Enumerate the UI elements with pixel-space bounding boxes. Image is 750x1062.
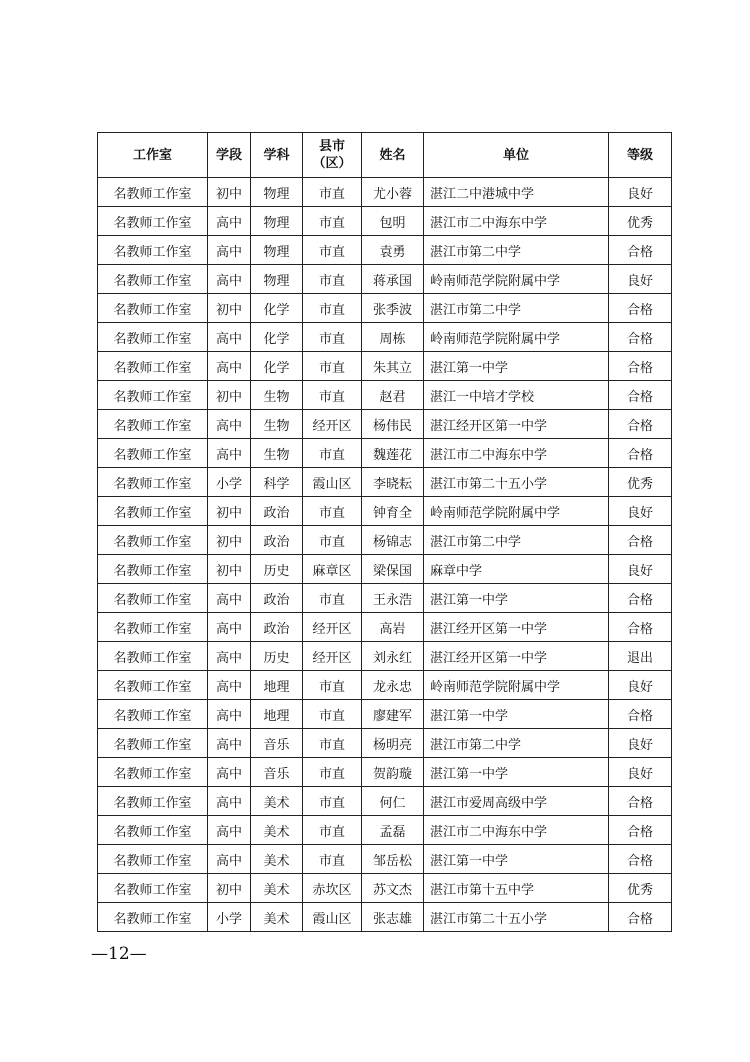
cell-studio: 名教师工作室 xyxy=(98,207,208,236)
header-grade: 等级 xyxy=(609,133,672,178)
cell-studio: 名教师工作室 xyxy=(98,410,208,439)
cell-unit: 湛江市第二中学 xyxy=(424,236,609,265)
cell-stage: 高中 xyxy=(208,352,251,381)
cell-grade: 优秀 xyxy=(609,874,672,903)
cell-stage: 小学 xyxy=(208,903,251,932)
cell-subject: 美术 xyxy=(251,845,303,874)
cell-unit: 湛江市第二中学 xyxy=(424,294,609,323)
cell-name: 周栋 xyxy=(362,323,424,352)
cell-studio: 名教师工作室 xyxy=(98,903,208,932)
cell-subject: 政治 xyxy=(251,584,303,613)
table-row xyxy=(98,497,672,526)
cell-grade: 退出 xyxy=(609,642,672,671)
cell-subject: 历史 xyxy=(251,555,303,584)
cell-unit: 湛江二中港城中学 xyxy=(424,178,609,207)
cell-unit: 湛江市第二十五小学 xyxy=(424,468,609,497)
cell-studio: 名教师工作室 xyxy=(98,555,208,584)
cell-grade: 合格 xyxy=(609,700,672,729)
cell-subject: 生物 xyxy=(251,410,303,439)
cell-unit: 湛江第一中学 xyxy=(424,758,609,787)
cell-unit: 麻章中学 xyxy=(424,555,609,584)
cell-stage: 高中 xyxy=(208,236,251,265)
cell-unit: 湛江第一中学 xyxy=(424,352,609,381)
cell-grade: 合格 xyxy=(609,787,672,816)
cell-name: 朱其立 xyxy=(362,352,424,381)
cell-unit: 湛江第一中学 xyxy=(424,700,609,729)
cell-district: 市直 xyxy=(303,671,362,700)
cell-district: 赤坎区 xyxy=(303,874,362,903)
header-name: 姓名 xyxy=(362,133,424,178)
cell-studio: 名教师工作室 xyxy=(98,874,208,903)
cell-district: 市直 xyxy=(303,845,362,874)
cell-district: 市直 xyxy=(303,526,362,555)
cell-stage: 高中 xyxy=(208,845,251,874)
cell-unit: 湛江第一中学 xyxy=(424,845,609,874)
cell-name: 蒋承国 xyxy=(362,265,424,294)
cell-subject: 政治 xyxy=(251,613,303,642)
table-row xyxy=(98,700,672,729)
table-row xyxy=(98,642,672,671)
cell-subject: 生物 xyxy=(251,381,303,410)
cell-grade: 良好 xyxy=(609,497,672,526)
cell-name: 龙永忠 xyxy=(362,671,424,700)
table-row xyxy=(98,323,672,352)
table-row xyxy=(98,816,672,845)
cell-grade: 优秀 xyxy=(609,468,672,497)
cell-studio: 名教师工作室 xyxy=(98,439,208,468)
cell-stage: 初中 xyxy=(208,381,251,410)
table-row xyxy=(98,555,672,584)
table-row xyxy=(98,526,672,555)
cell-name: 孟磊 xyxy=(362,816,424,845)
table-body xyxy=(98,178,672,932)
table-row xyxy=(98,265,672,294)
cell-district: 经开区 xyxy=(303,613,362,642)
cell-studio: 名教师工作室 xyxy=(98,845,208,874)
cell-name: 廖建军 xyxy=(362,700,424,729)
cell-studio: 名教师工作室 xyxy=(98,468,208,497)
cell-subject: 化学 xyxy=(251,294,303,323)
cell-studio: 名教师工作室 xyxy=(98,381,208,410)
cell-stage: 高中 xyxy=(208,642,251,671)
cell-stage: 高中 xyxy=(208,613,251,642)
cell-district: 经开区 xyxy=(303,642,362,671)
cell-name: 梁保国 xyxy=(362,555,424,584)
cell-name: 邹岳松 xyxy=(362,845,424,874)
table-row xyxy=(98,352,672,381)
cell-studio: 名教师工作室 xyxy=(98,700,208,729)
cell-stage: 高中 xyxy=(208,816,251,845)
cell-subject: 美术 xyxy=(251,787,303,816)
cell-district: 市直 xyxy=(303,787,362,816)
table-row xyxy=(98,671,672,700)
cell-stage: 初中 xyxy=(208,555,251,584)
cell-unit: 湛江市第二十五小学 xyxy=(424,903,609,932)
cell-stage: 高中 xyxy=(208,439,251,468)
cell-stage: 初中 xyxy=(208,874,251,903)
cell-subject: 科学 xyxy=(251,468,303,497)
cell-name: 包明 xyxy=(362,207,424,236)
page-number: —12— xyxy=(91,944,147,964)
cell-studio: 名教师工作室 xyxy=(98,642,208,671)
cell-grade: 合格 xyxy=(609,352,672,381)
cell-grade: 良好 xyxy=(609,555,672,584)
table-row xyxy=(98,410,672,439)
cell-grade: 良好 xyxy=(609,178,672,207)
cell-grade: 良好 xyxy=(609,265,672,294)
cell-name: 张志雄 xyxy=(362,903,424,932)
table-row xyxy=(98,729,672,758)
table-row xyxy=(98,845,672,874)
cell-name: 王永浩 xyxy=(362,584,424,613)
cell-subject: 地理 xyxy=(251,671,303,700)
cell-studio: 名教师工作室 xyxy=(98,584,208,613)
cell-name: 高岩 xyxy=(362,613,424,642)
cell-name: 杨锦志 xyxy=(362,526,424,555)
cell-name: 魏莲花 xyxy=(362,439,424,468)
cell-subject: 美术 xyxy=(251,816,303,845)
cell-stage: 高中 xyxy=(208,700,251,729)
cell-studio: 名教师工作室 xyxy=(98,758,208,787)
cell-subject: 物理 xyxy=(251,265,303,294)
cell-studio: 名教师工作室 xyxy=(98,178,208,207)
cell-studio: 名教师工作室 xyxy=(98,265,208,294)
cell-name: 贺韵璇 xyxy=(362,758,424,787)
table-row xyxy=(98,381,672,410)
cell-district: 市直 xyxy=(303,352,362,381)
cell-district: 市直 xyxy=(303,381,362,410)
table-row xyxy=(98,758,672,787)
cell-name: 袁勇 xyxy=(362,236,424,265)
cell-subject: 化学 xyxy=(251,352,303,381)
cell-name: 钟育全 xyxy=(362,497,424,526)
cell-grade: 合格 xyxy=(609,613,672,642)
cell-stage: 初中 xyxy=(208,178,251,207)
cell-unit: 湛江经开区第一中学 xyxy=(424,642,609,671)
cell-stage: 高中 xyxy=(208,758,251,787)
cell-district: 市直 xyxy=(303,758,362,787)
cell-studio: 名教师工作室 xyxy=(98,816,208,845)
cell-studio: 名教师工作室 xyxy=(98,671,208,700)
cell-unit: 湛江市第十五中学 xyxy=(424,874,609,903)
cell-studio: 名教师工作室 xyxy=(98,294,208,323)
table-row xyxy=(98,294,672,323)
cell-unit: 岭南师范学院附属中学 xyxy=(424,671,609,700)
table-row xyxy=(98,439,672,468)
cell-grade: 合格 xyxy=(609,439,672,468)
table-row xyxy=(98,236,672,265)
cell-studio: 名教师工作室 xyxy=(98,352,208,381)
cell-studio: 名教师工作室 xyxy=(98,526,208,555)
cell-grade: 良好 xyxy=(609,758,672,787)
cell-grade: 良好 xyxy=(609,671,672,700)
cell-name: 李晓耘 xyxy=(362,468,424,497)
cell-subject: 物理 xyxy=(251,236,303,265)
cell-district: 经开区 xyxy=(303,410,362,439)
cell-district: 霞山区 xyxy=(303,903,362,932)
cell-stage: 小学 xyxy=(208,468,251,497)
cell-subject: 物理 xyxy=(251,178,303,207)
table-row xyxy=(98,787,672,816)
cell-subject: 生物 xyxy=(251,439,303,468)
cell-district: 霞山区 xyxy=(303,468,362,497)
cell-grade: 合格 xyxy=(609,903,672,932)
cell-unit: 岭南师范学院附属中学 xyxy=(424,497,609,526)
cell-unit: 湛江一中培才学校 xyxy=(424,381,609,410)
cell-name: 何仁 xyxy=(362,787,424,816)
table-row xyxy=(98,468,672,497)
cell-unit: 湛江市第二中学 xyxy=(424,729,609,758)
table-row xyxy=(98,178,672,207)
header-stage: 学段 xyxy=(208,133,251,178)
cell-name: 张季波 xyxy=(362,294,424,323)
cell-studio: 名教师工作室 xyxy=(98,613,208,642)
cell-name: 尤小蓉 xyxy=(362,178,424,207)
header-studio: 工作室 xyxy=(98,133,208,178)
cell-district: 市直 xyxy=(303,439,362,468)
cell-stage: 初中 xyxy=(208,294,251,323)
cell-stage: 初中 xyxy=(208,526,251,555)
cell-stage: 高中 xyxy=(208,584,251,613)
cell-subject: 物理 xyxy=(251,207,303,236)
cell-unit: 湛江第一中学 xyxy=(424,584,609,613)
cell-subject: 政治 xyxy=(251,526,303,555)
cell-stage: 高中 xyxy=(208,729,251,758)
cell-stage: 高中 xyxy=(208,410,251,439)
cell-unit: 湛江经开区第一中学 xyxy=(424,410,609,439)
cell-studio: 名教师工作室 xyxy=(98,729,208,758)
header-district: 县市 （区） xyxy=(303,133,362,178)
table-header-row xyxy=(98,133,672,178)
table-row xyxy=(98,874,672,903)
cell-stage: 初中 xyxy=(208,497,251,526)
cell-district: 市直 xyxy=(303,700,362,729)
cell-unit: 湛江市爱周高级中学 xyxy=(424,787,609,816)
cell-stage: 高中 xyxy=(208,323,251,352)
table-row xyxy=(98,903,672,932)
cell-grade: 合格 xyxy=(609,294,672,323)
cell-grade: 合格 xyxy=(609,410,672,439)
cell-name: 苏文杰 xyxy=(362,874,424,903)
cell-grade: 合格 xyxy=(609,816,672,845)
cell-unit: 湛江市二中海东中学 xyxy=(424,816,609,845)
cell-subject: 地理 xyxy=(251,700,303,729)
teacher-studio-table xyxy=(97,132,672,932)
cell-district: 市直 xyxy=(303,497,362,526)
cell-grade: 合格 xyxy=(609,845,672,874)
cell-grade: 合格 xyxy=(609,584,672,613)
cell-unit: 湛江市二中海东中学 xyxy=(424,207,609,236)
cell-name: 杨伟民 xyxy=(362,410,424,439)
cell-district: 市直 xyxy=(303,729,362,758)
cell-grade: 合格 xyxy=(609,236,672,265)
cell-subject: 美术 xyxy=(251,903,303,932)
cell-name: 赵君 xyxy=(362,381,424,410)
cell-stage: 高中 xyxy=(208,265,251,294)
cell-district: 市直 xyxy=(303,207,362,236)
cell-district: 麻章区 xyxy=(303,555,362,584)
table-row xyxy=(98,613,672,642)
table-row xyxy=(98,584,672,613)
cell-studio: 名教师工作室 xyxy=(98,497,208,526)
cell-grade: 合格 xyxy=(609,323,672,352)
cell-district: 市直 xyxy=(303,294,362,323)
cell-unit: 湛江经开区第一中学 xyxy=(424,613,609,642)
cell-unit: 岭南师范学院附属中学 xyxy=(424,323,609,352)
table-row xyxy=(98,207,672,236)
cell-studio: 名教师工作室 xyxy=(98,787,208,816)
cell-grade: 合格 xyxy=(609,381,672,410)
cell-studio: 名教师工作室 xyxy=(98,236,208,265)
cell-subject: 历史 xyxy=(251,642,303,671)
cell-unit: 湛江市第二中学 xyxy=(424,526,609,555)
cell-grade: 优秀 xyxy=(609,207,672,236)
header-subject: 学科 xyxy=(251,133,303,178)
cell-grade: 良好 xyxy=(609,729,672,758)
cell-studio: 名教师工作室 xyxy=(98,323,208,352)
cell-subject: 美术 xyxy=(251,874,303,903)
cell-unit: 岭南师范学院附属中学 xyxy=(424,265,609,294)
cell-subject: 政治 xyxy=(251,497,303,526)
header-unit: 单位 xyxy=(424,133,609,178)
cell-district: 市直 xyxy=(303,178,362,207)
cell-district: 市直 xyxy=(303,584,362,613)
cell-district: 市直 xyxy=(303,323,362,352)
cell-subject: 音乐 xyxy=(251,729,303,758)
cell-district: 市直 xyxy=(303,265,362,294)
cell-subject: 化学 xyxy=(251,323,303,352)
cell-unit: 湛江市二中海东中学 xyxy=(424,439,609,468)
cell-district: 市直 xyxy=(303,816,362,845)
cell-stage: 高中 xyxy=(208,787,251,816)
cell-subject: 音乐 xyxy=(251,758,303,787)
cell-name: 杨明亮 xyxy=(362,729,424,758)
cell-stage: 高中 xyxy=(208,671,251,700)
cell-name: 刘永红 xyxy=(362,642,424,671)
cell-district: 市直 xyxy=(303,236,362,265)
cell-grade: 合格 xyxy=(609,526,672,555)
cell-stage: 高中 xyxy=(208,207,251,236)
